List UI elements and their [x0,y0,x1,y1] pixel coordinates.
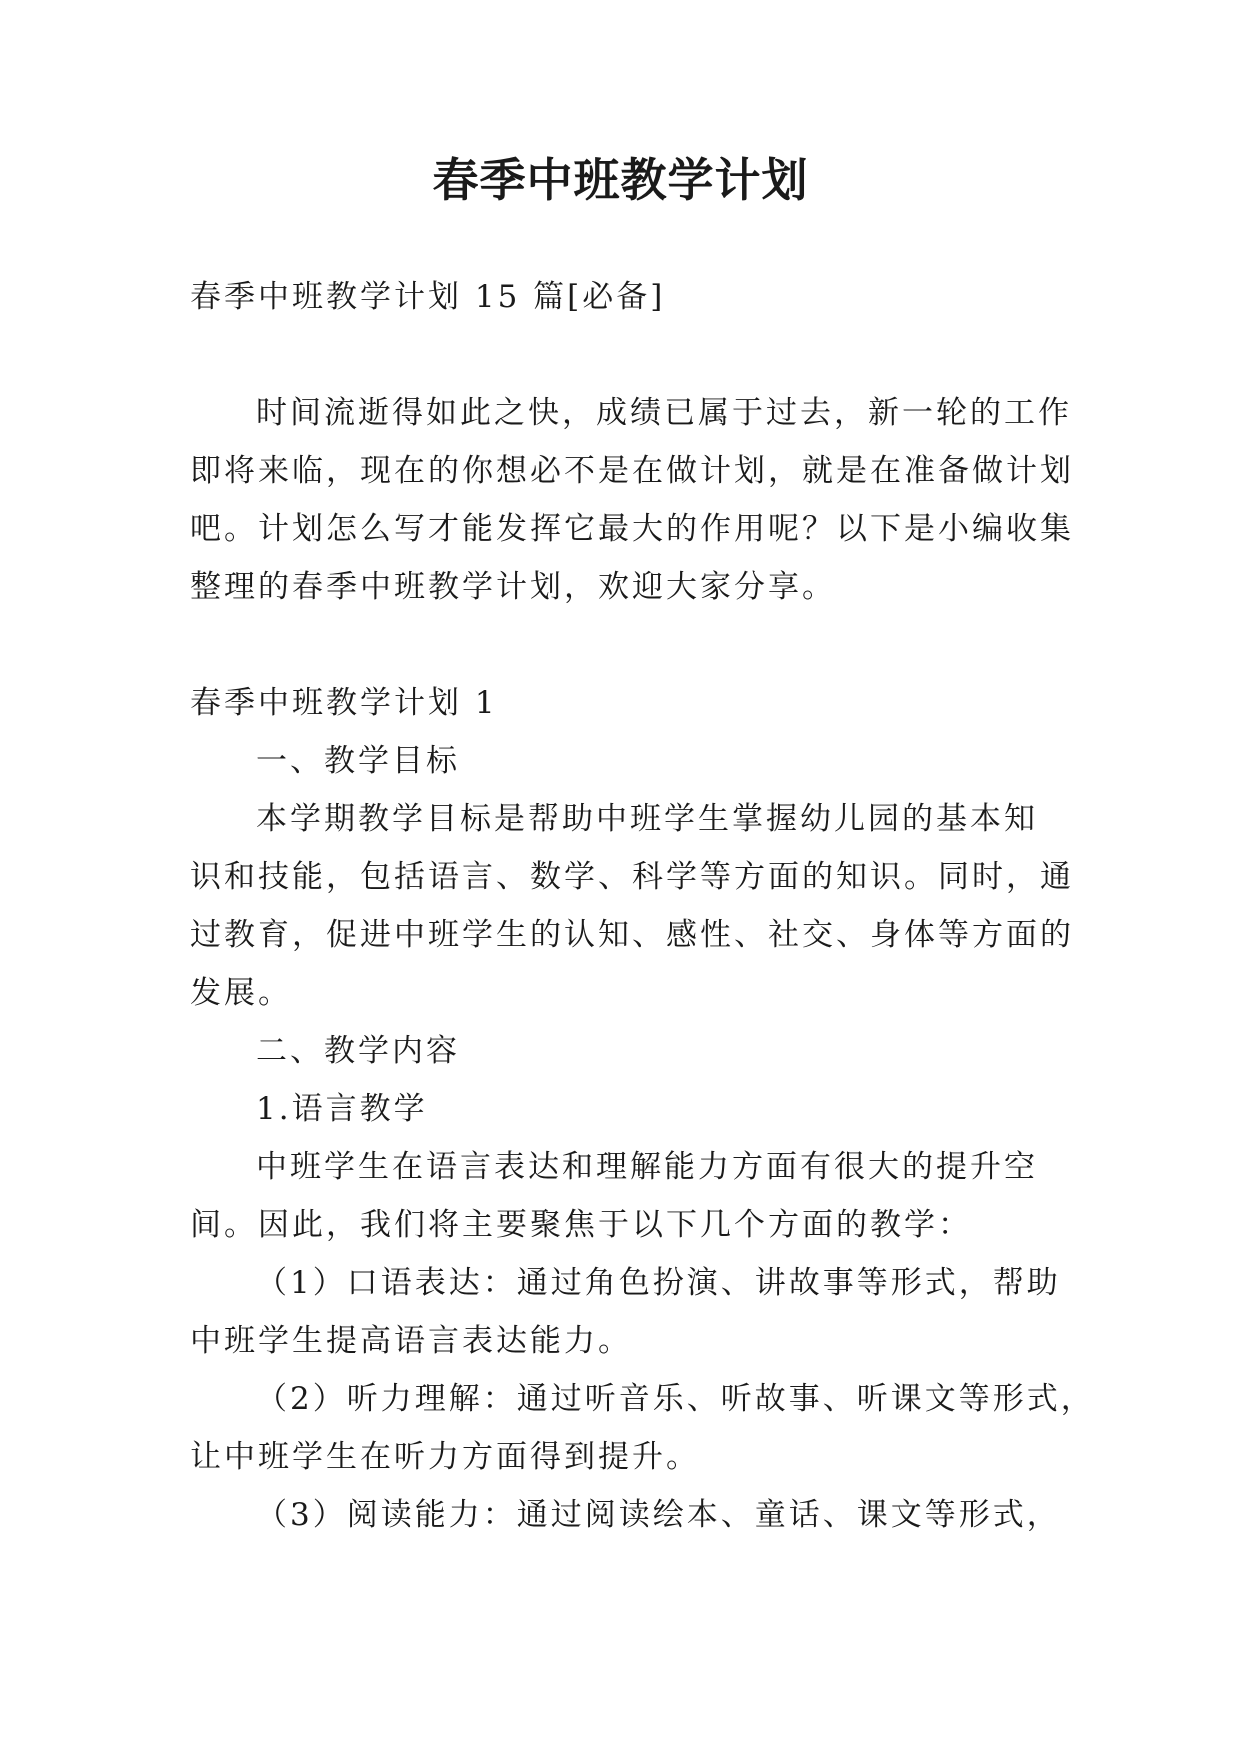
language-paragraph [190,1138,1070,1254]
item-line: （3）阅读能力：通过阅读绘本、童话、课文等形式， [256,1497,1061,1533]
goals-line: 识和技能，包括语言、数学、科学等方面的知识。同时，通 [190,859,1074,895]
intro-line: 整理的春季中班教学计划，欢迎大家分享。 [190,569,836,605]
goals-line: 本学期教学目标是帮助中班学生掌握幼儿园的基本知 [256,801,1038,837]
intro-line: 即将来临，现在的你想必不是在做计划，就是在准备做计划 [190,453,1074,489]
item-line: （2）听力理解：通过听音乐、听故事、听课文等形式， [256,1381,1095,1417]
section-heading: 春季中班教学计划 1 [190,685,498,721]
list-item-reading [190,1486,1070,1544]
item-line: 中班学生提高语言表达能力。 [190,1323,632,1359]
goals-paragraph [190,790,1074,1022]
heading-teaching-content: 二、教学内容 [256,1033,460,1069]
intro-line: 吧。计划怎么写才能发挥它最大的作用呢？以下是小编收集 [190,511,1074,547]
list-item-listening [190,1370,1095,1486]
goals-line: 发展。 [190,975,292,1011]
heading-teaching-goals: 一、教学目标 [256,743,460,779]
document-body [190,268,1095,1544]
subheading-language: 1.语言教学 [256,1091,428,1127]
document-subtitle: 春季中班教学计划 15 篇[必备] [190,279,666,315]
list-item-oral [190,1254,1070,1370]
language-line: 中班学生在语言表达和理解能力方面有很大的提升空 [256,1149,1038,1185]
intro-paragraph [190,384,1074,616]
item-line: （1）口语表达：通过角色扮演、讲故事等形式，帮助 [256,1265,1061,1301]
language-line: 间。因此，我们将主要聚焦于以下几个方面的教学： [190,1207,972,1243]
item-line: 让中班学生在听力方面得到提升。 [190,1439,700,1475]
intro-line: 时间流逝得如此之快，成绩已属于过去，新一轮的工作 [256,395,1072,431]
document-title: 春季中班教学计划 [432,153,809,207]
goals-line: 过教育，促进中班学生的认知、感性、社交、身体等方面的 [190,917,1074,953]
